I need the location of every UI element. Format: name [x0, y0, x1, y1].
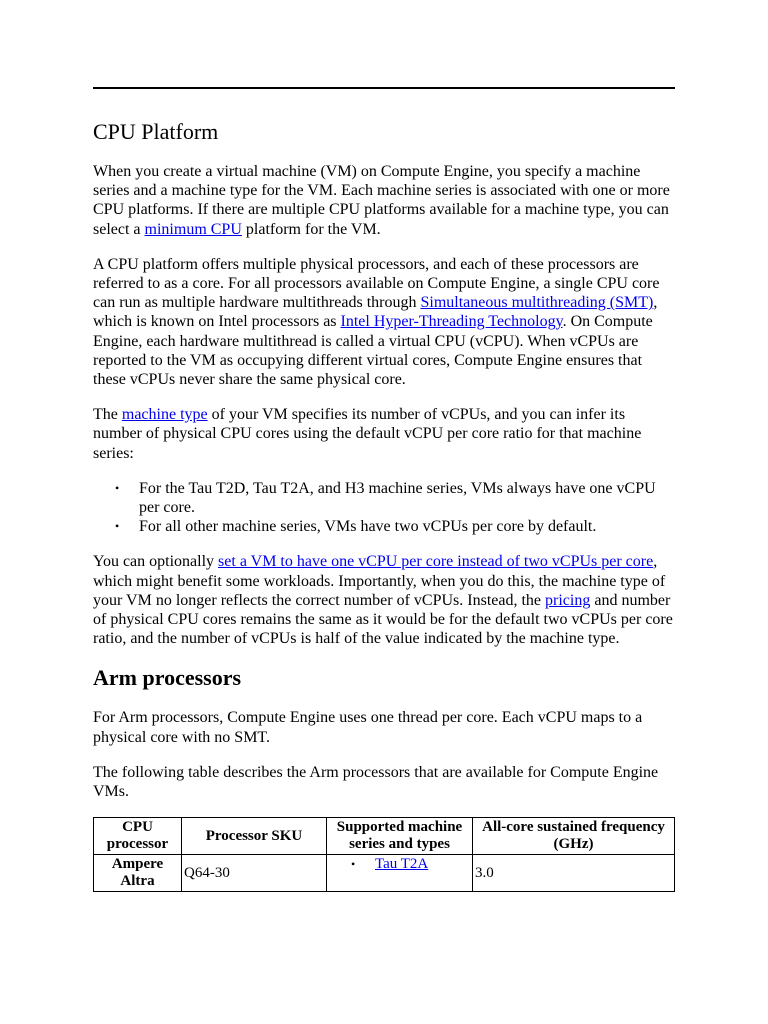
supported-series-list: [329, 856, 470, 873]
list-item: • For all other machine series, VMs have two vCPUs per core by default.: [139, 517, 675, 536]
smt-link[interactable]: Simultaneous multithreading (SMT): [420, 294, 654, 312]
list-item: [375, 856, 470, 873]
arm-paragraph-2: The following table describes the Arm processors that are available for Compute Engine VMs.: [93, 763, 659, 801]
column-header-cpu-processor: CPU processor: [94, 818, 182, 855]
tau-t2a-link[interactable]: Tau T2A: [375, 856, 429, 873]
cpu-platform-paragraph-2: A CPU platform offers multiple physical processors, and each of these processors are referred to as a core. For all processors available on Compute Engine, a single CPU core can run as multiple hardware multithreads through Simultaneous multithreading (SMT), which is known on Intel processors as Intel Hyper-Threading Technology. On Compute Engine, each hardware multithread is called a virtual CPU (vCPU). When vCPUs are reported to the VM as occupying different virtual cores, Compute Engine ensures that these vCPUs never share the same physical core.: [93, 255, 660, 389]
cell-frequency: 3.0: [473, 855, 675, 892]
arm-paragraph-1: For Arm processors, Compute Engine uses one thread per core. Each vCPU maps to a physical core with no SMT.: [93, 709, 643, 746]
list-item: • For the Tau T2D, Tau T2A, and H3 machine series, VMs always have one vCPU per core.: [139, 479, 675, 517]
cell-supported-series: [327, 855, 473, 892]
table-header-row: [94, 818, 675, 855]
cpu-platform-paragraph-4: You can optionally set a VM to have one vCPU per core instead of two vCPUs per core, which might benefit some workloads. Importantly, when you do this, the machine type of your VM no longer reflects the correct number of vCPUs. Instead, the pricing and number of physical CPU cores remains the same as it would be for the default two vCPUs per core ratio, and the number of vCPUs is half of the value indicated by the machine type.: [93, 553, 673, 648]
arm-processors-table: [93, 817, 675, 892]
table-row: [94, 855, 675, 892]
column-header-processor-sku: Processor SKU: [182, 818, 327, 855]
machine-type-link[interactable]: machine type: [121, 406, 208, 424]
one-vcpu-per-core-link[interactable]: set a VM to have one vCPU per core instead of two vCPUs per core: [218, 553, 654, 571]
cpu-platform-heading: CPU Platform: [93, 119, 219, 144]
minimum-cpu-link[interactable]: minimum CPU: [144, 220, 242, 238]
column-header-supported-series: Supported machine series and types: [327, 818, 473, 855]
intel-hyperthreading-link[interactable]: Intel Hyper-Threading Technology: [340, 313, 563, 331]
document-body: [93, 118, 675, 892]
vcpu-ratio-list: [93, 479, 675, 537]
cpu-platform-paragraph-1: When you create a virtual machine (VM) on Compute Engine, you specify a machine series and a machine type for the VM. Each machine series is associated with one or more CPU platforms. If there are multiple CPU platforms available for a machine type, you can select a minimum CPU platform for the VM.: [93, 163, 670, 238]
cpu-platform-paragraph-3: The machine type of your VM specifies its number of vCPUs, and you can infer its number of physical CPU cores using the default vCPU per core ratio for that machine series:: [93, 406, 642, 462]
cell-processor-sku: Q64-30: [182, 855, 327, 892]
horizontal-rule: [93, 87, 675, 89]
pricing-link[interactable]: pricing: [545, 591, 591, 609]
column-header-frequency: All-core sustained frequency (GHz): [473, 818, 675, 855]
cell-cpu-processor: Ampere Altra: [94, 855, 182, 892]
arm-processors-heading: Arm processors: [93, 665, 242, 691]
